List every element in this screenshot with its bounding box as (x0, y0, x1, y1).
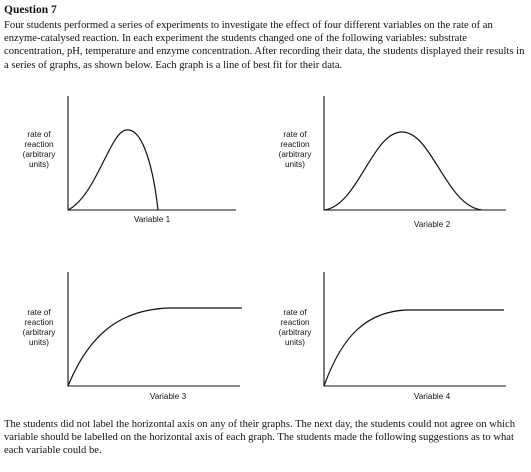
x-axis-label: Variable 3 (149, 392, 187, 401)
x-axis-label: Variable 1 (133, 215, 171, 224)
y-axis-label: rate of reaction (arbitrary units) (22, 308, 56, 347)
graph-variable-3 (4, 270, 244, 420)
graph-variable-1 (4, 94, 244, 244)
graph-3-axes (68, 272, 240, 386)
x-axis-label: Variable 2 (413, 220, 451, 229)
y-axis-label: rate of reaction (arbitrary units) (278, 130, 312, 169)
graph-1-curve (68, 130, 158, 210)
y-axis-label: rate of reaction (arbitrary units) (278, 308, 312, 347)
graph-variable-4 (260, 270, 500, 420)
graph-variable-2 (260, 94, 500, 244)
graph-2-axes (324, 96, 506, 210)
question-intro: Four students performed a series of experiments to investigate the effect of four different variables on the rate of an enzyme-catalysed reaction. In each experiment the students changed one of the following variables: substrate concentration, pH, temperature and enzyme concentration. After recording their data, the students displayed their results in a series of graphs, as shown below. Each graph is a line of best fit for their data. (4, 20, 525, 71)
x-axis-label: Variable 4 (413, 392, 451, 401)
graph-1-axes (68, 96, 236, 210)
question-outro: The students did not label the horizontal axis on any of their graphs. The next day, the students could not agree on which variable should be labelled on the horizontal axis of each graph. The students made the following suggestions as to what each variable could be. (4, 419, 516, 457)
graph-3-curve (68, 308, 242, 386)
graph-4-axes (324, 272, 506, 386)
question-title: Question 7 (4, 4, 57, 16)
graph-3-plot (4, 270, 244, 420)
y-axis-label: rate of reaction (arbitrary units) (22, 130, 56, 169)
graph-2-curve (324, 132, 482, 210)
graph-4-curve (324, 310, 504, 386)
